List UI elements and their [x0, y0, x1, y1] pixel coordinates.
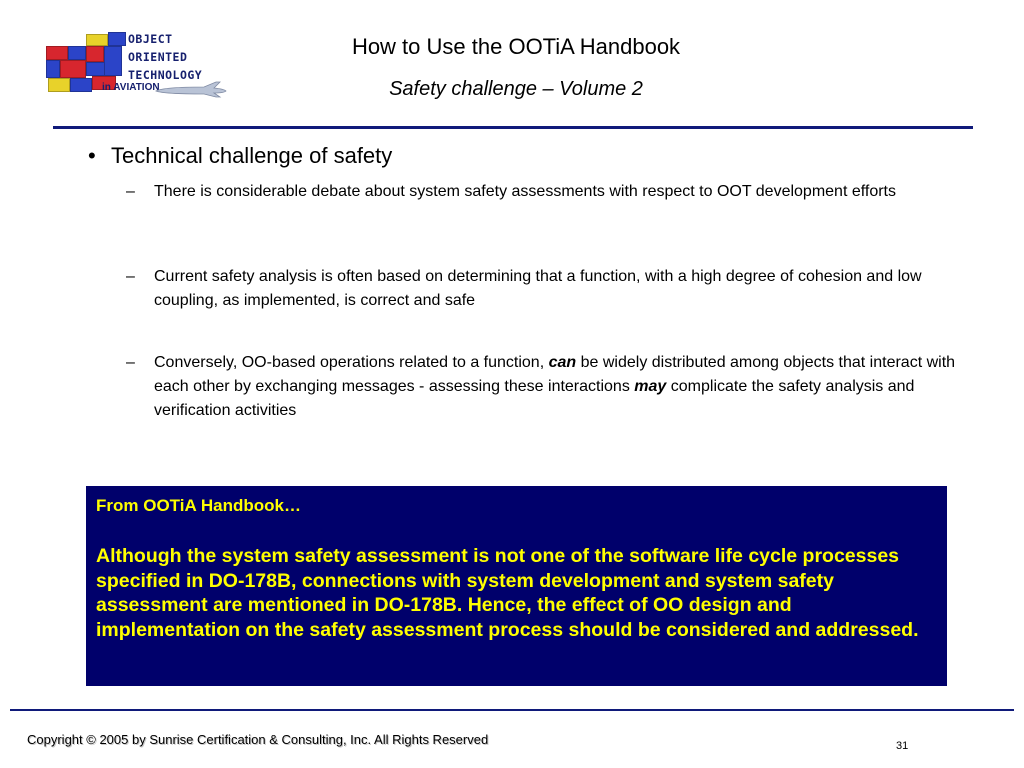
dash-marker: –: [126, 183, 135, 200]
text-part: Conversely, OO-based operations related to a function,: [154, 354, 549, 371]
emphasis-can: can: [548, 354, 577, 371]
sub-bullet-text: There is considerable debate about system safety assessments with respect to OOT development efforts: [154, 183, 896, 200]
header-divider: [53, 126, 973, 129]
logo-line-object: OBJECT: [128, 32, 173, 46]
sub-bullet-current-analysis: [126, 265, 956, 313]
slide-title: How to Use the OOTiA Handbook: [351, 34, 681, 59]
slide-subtitle: Safety challenge – Volume 2: [389, 78, 643, 100]
logo-line-in-aviation: in AVIATION: [102, 82, 160, 93]
copyright-notice: Copyright © 2005 by Sunrise Certification & Consulting, Inc. All Rights Reserved: [27, 732, 489, 747]
text-part: be widely distributed among objects that interact with each other by exchanging messages - assessing these interactions: [154, 354, 956, 395]
logo-line-oriented: ORIENTED: [128, 50, 188, 64]
sub-bullet-text: [154, 351, 956, 423]
footer-divider: [10, 709, 1014, 711]
emphasis-may: may: [634, 378, 667, 395]
bullet-marker: •: [88, 143, 96, 168]
dash-marker: –: [126, 268, 135, 285]
page-number: 31: [896, 740, 909, 752]
quote-heading: From OOTiA Handbook…: [96, 496, 301, 515]
handbook-quote-box: [86, 486, 947, 686]
logo-line-technology: TECHNOLOGY: [128, 68, 203, 82]
sub-bullet-text: Current safety analysis is often based on determining that a function, with a high degree of cohesion and low coupling, as implemented, is correct and safe: [154, 268, 922, 309]
sub-bullet-debate: [126, 180, 956, 204]
main-bullet-text: Technical challenge of safety: [111, 143, 393, 168]
quote-body: Although the system safety assessment is not one of the software life cycle processes specified in DO-178B, connections with system development and system safety assessment are mentioned in DO-178B. Hence, the effect of OO design and implementation on the safety assessment process should be considered and addressed.: [96, 545, 919, 641]
sub-bullet-conversely: [126, 351, 956, 423]
text-part: complicate the safety analysis and verification activities: [154, 378, 915, 419]
dash-marker: –: [126, 354, 135, 371]
